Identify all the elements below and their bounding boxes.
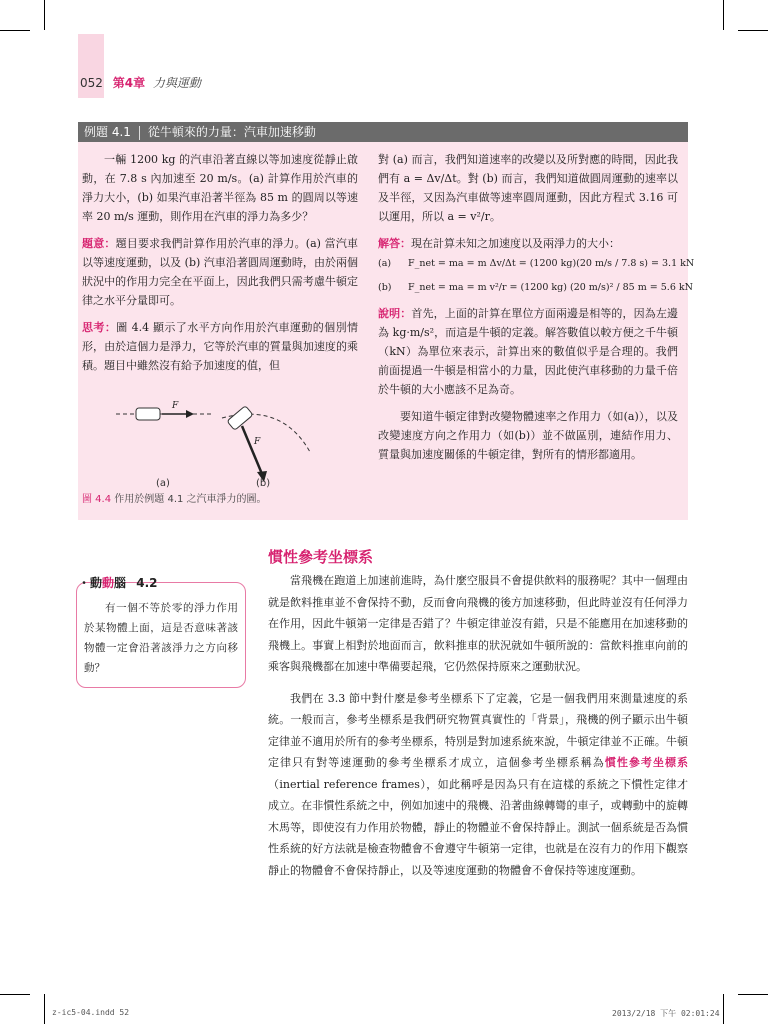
term-english: （inertial reference frames） xyxy=(268,777,427,791)
equation-a-text: F_net = ma = m Δv/Δt = (1200 kg)(20 m/s / 7.8 s) = 3.1 kN xyxy=(408,258,695,269)
think-box-suffix: 腦 xyxy=(114,576,127,590)
section-body xyxy=(268,570,688,891)
section-title: 慣性參考坐標系 xyxy=(268,548,374,566)
section-paragraph-2b: ，如此稱呼是因為只有在這樣的系統之下慣性定律才成立。在非慣性系統之中，例如加速中的飛機、沿著曲線轉彎的車子，或轉動中的旋轉木馬等，即使沒有力作用於物體，靜止的物體並不會保持靜止。測試一個系統是否為慣性系統的好方法就是檢查物體會不會遵守牛頓第一定律，也就是在沒有力的作用下觀察靜止的物體會不會保持靜止，以及等速度運動的物體會不會保持等速度運動。 xyxy=(268,777,688,877)
explain-paragraph xyxy=(378,304,678,399)
figure-4-4 xyxy=(82,392,358,484)
equation-b xyxy=(378,280,693,296)
figure-label-b: (b) xyxy=(256,478,271,489)
example-title: 從牛頓來的力量：汽車加速移動 xyxy=(147,125,316,139)
example-left-column xyxy=(82,150,358,383)
equation-b-text: F_net = ma = m v²/r = (1200 kg) (20 m/s)² / 85 m = 5.6 kN xyxy=(408,282,693,293)
chapter-title: 力與運動 xyxy=(152,76,201,90)
topic-label: 題意： xyxy=(82,237,116,250)
figure-caption xyxy=(82,490,267,505)
equation-a xyxy=(378,256,695,272)
crop-mark xyxy=(44,0,45,30)
crop-mark xyxy=(723,0,724,30)
explain-label: 說明： xyxy=(378,307,412,320)
think-box-number: 4.2 xyxy=(136,576,158,590)
figure-caption-text: 作用於例題 4.1 之汽車淨力的圖。 xyxy=(114,494,267,505)
chapter-label: 第4章 xyxy=(112,76,146,90)
page-header xyxy=(80,74,201,91)
solve-text: 現在計算未知之加速度以及兩淨力的大小： xyxy=(411,237,620,250)
example-right-column xyxy=(378,150,695,472)
think-box-prefix: ・動 xyxy=(78,576,103,590)
divider xyxy=(139,126,140,140)
think-paragraph xyxy=(82,318,358,375)
continue-text: 對 (a) 而言，我們知道速率的改變以及所對應的時間，因此我們有 a = Δv/Δt。對 (b) 而言，我們知道做圓周運動的速率以及半徑，又因為汽車做等速率圓周運動，因此方程式 3.16 可以運用，所以 a = v²/r。 xyxy=(378,153,678,223)
think-box-heading xyxy=(78,574,158,591)
solve-paragraph xyxy=(378,234,678,253)
figure-number: 圖 4.4 xyxy=(82,494,112,505)
figure-label-a: (a) xyxy=(156,478,170,489)
problem-text: 一輛 1200 kg 的汽車沿著直線以等加速度從靜止啟動，在 7.8 s 內加速至 20 m/s。(a) 計算作用於汽車的淨力大小，(b) 如果汽車沿著半徑為 85 m 的圓周以等速率 20 m/s 運動，則作用在汽車的淨力為多少？ xyxy=(82,153,358,223)
crop-mark xyxy=(0,994,30,995)
topic-paragraph xyxy=(82,234,358,310)
section-paragraph-2a: 我們在 3.3 節中對什麼是參考坐標系下了定義，它是一個我們用來測量速度的系統。一般而言，參考坐標系是我們研究物質真實性的「背景」，飛機的例子顯示出牛頓定律並不適用於所有的參考坐標系，特別是對加速系統來說，牛頓定律並不正確。牛頓定律只有對等速運動的參考坐標系才成立，這個參考坐標系稱為 xyxy=(268,691,688,769)
force-label-b: F xyxy=(254,437,261,447)
crop-mark xyxy=(738,994,768,995)
crop-mark xyxy=(0,30,30,31)
think-label: 思考： xyxy=(82,321,117,334)
crop-mark xyxy=(738,30,768,31)
car-b-icon xyxy=(227,406,253,431)
footer-file: z-ic5-04.indd 52 xyxy=(52,1008,130,1017)
example-title-bar xyxy=(78,122,688,142)
page-number: 052 xyxy=(80,76,103,90)
car-a-icon xyxy=(136,408,160,420)
term-highlight: 慣性參考坐標系 xyxy=(604,756,689,769)
footer-timestamp: 2013/2/18 下午 02:01:24 xyxy=(612,1009,720,1018)
topic-text: 題目要求我們計算作用於汽車的淨力。(a) 當汽車以等速度運動，以及 (b) 汽車沿著圓周運動時，由於兩個狀況中的作用力完全在平面上，因此我們只需考慮牛頓定律之水平分量即可。 xyxy=(82,237,359,307)
think-box-text: 有一個不等於零的淨力作用於某物體上面，這是否意味著該物體一定會沿著該淨力之方向移動？ xyxy=(84,602,238,674)
crop-mark xyxy=(44,994,45,1024)
equation-b-label: (b) xyxy=(378,282,392,293)
solve-label: 解答： xyxy=(378,237,411,250)
crop-mark xyxy=(723,994,724,1024)
force-arrow-a-head xyxy=(186,410,194,418)
think-text: 圖 4.4 顯示了水平方向作用於汽車運動的個別情形，由於這個力是淨力，它等於汽車的質量與加速度的乘積。題目中雖然沒有給予加速度的值，但 xyxy=(82,321,358,372)
example-number: 例題 4.1 xyxy=(84,125,131,139)
think-box-pink: 動 xyxy=(102,576,115,590)
section-paragraph-1: 當飛機在跑道上加速前進時，為什麼空服員不會提供飲料的服務呢？其中一個理由就是飲料推車並不會保持不動，反而會向飛機的後方加速移動，但此時並沒有任何淨力在作用，因此牛頓第一定律是否錯了？牛頓定律並沒有錯，只是不能應用在加速移動的飛機上。事實上相對於地面而言，飲料推車的狀況就如牛頓所說的：當飲料推車向前的乘客與飛機都在加速中準備要起飛，它仍然保持原來之運動狀況。 xyxy=(268,574,688,673)
force-label-a: F xyxy=(172,401,179,411)
force-arrow-b xyxy=(242,426,262,474)
explain-text: 首先，上面的計算在單位方面兩邊是相等的，因為左邊為 kg·m/s²，而這是牛頓的定義。解答數值以較方便之千牛頓（kN）為單位來表示，計算出來的數值似乎是合理的。我們前面提過一牛頓是相當小的力量，因此使汽車移動的力量千倍於牛頓的大小應該不足為奇。 xyxy=(378,307,679,396)
equation-a-label: (a) xyxy=(378,258,392,269)
section-paragraph-2 xyxy=(268,688,688,882)
explain-text-2: 要知道牛頓定律對改變物體速率之作用力（如(a)），以及改變速度方向之作用力（如(b)）並不做區別，連結作用力、質量與加速度關係的牛頓定律，對所有的情形都適用。 xyxy=(378,410,678,461)
